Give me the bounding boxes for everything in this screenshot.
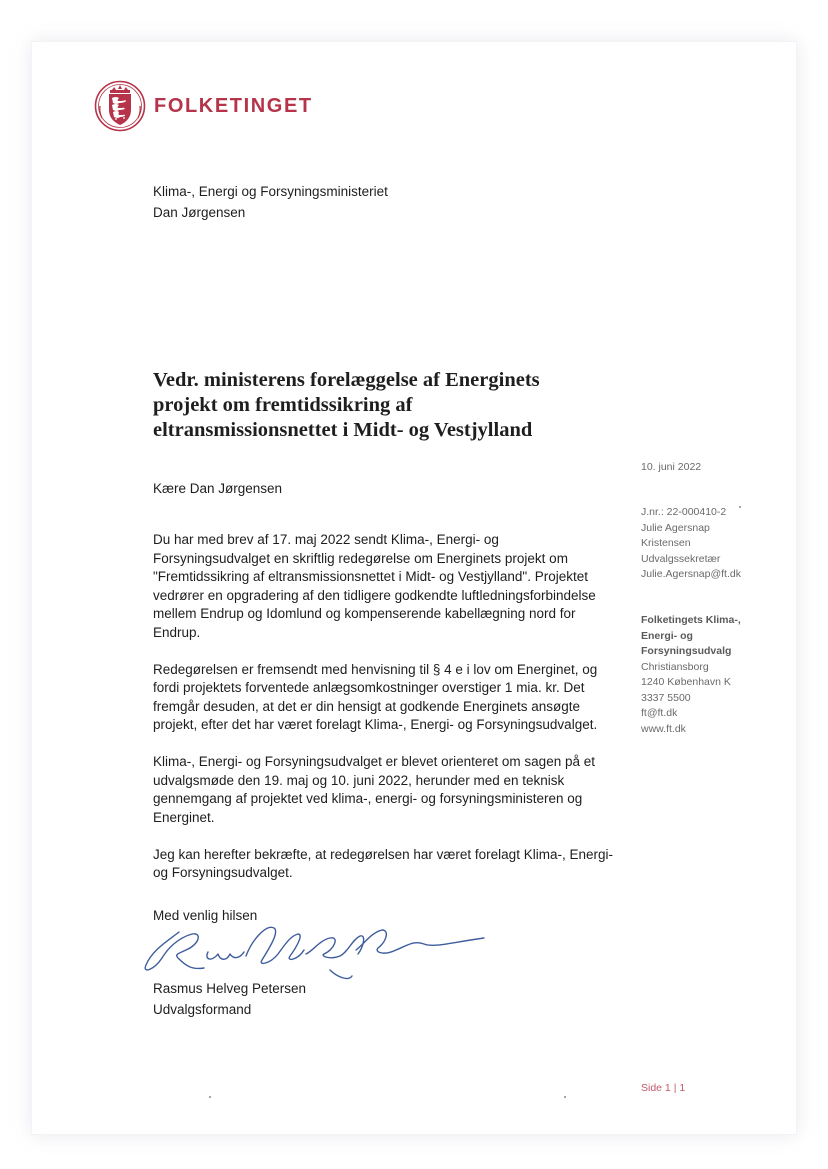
page-number: Side 1 | 1	[641, 1082, 686, 1094]
subject-line: Vedr. ministerens forelæggelse af Energinets	[153, 369, 540, 391]
org-name: Energi- og	[641, 629, 693, 642]
contact-role: Udvalgssekretær	[641, 552, 721, 565]
contact-email: Julie.Agersnap@ft.dk	[641, 568, 741, 580]
org-phone: 3337 5500	[641, 691, 691, 704]
letter-body	[153, 531, 613, 901]
sender-block	[153, 978, 306, 1020]
org-name: Forsyningsudvalg	[641, 645, 732, 657]
journal-number: J.nr.: 22-000410-2	[641, 506, 727, 518]
folketinget-logo	[94, 80, 313, 132]
org-street: Christiansborg	[641, 660, 709, 673]
salutation: Kære Dan Jørgensen	[153, 481, 283, 496]
recipient-ministry: Klima-, Energi og Forsyningsministeriet	[153, 184, 388, 199]
recipient-block	[153, 181, 388, 223]
letter-subject	[153, 368, 613, 443]
scan-speck	[564, 1096, 566, 1098]
organization-block	[641, 613, 741, 737]
coat-of-arms-icon	[94, 80, 146, 132]
body-paragraph: Jeg kan herefter bekræfte, at redegørelsen har været forelagt Klima-, Energi- og Forsyningsudvalget.	[153, 846, 613, 880]
body-paragraph: Klima-, Energi- og Forsyningsudvalget er blevet orienteret om sagen på et udvalgsmøde den 19. maj og 10. juni 2022, herunder med en teknisk gennemgang af projektet ved klima-, energi- og forsyningsministeren og Energinet.	[153, 754, 595, 825]
org-name: Folketingets Klima-,	[641, 614, 741, 626]
closing: Med venlig hilsen	[153, 908, 258, 923]
scan-speck	[739, 506, 741, 508]
org-website: www.ft.dk	[641, 722, 686, 735]
subject-line: projekt om fremtidssikring af	[153, 394, 413, 416]
scan-speck	[209, 1096, 211, 1098]
letter-date: 10. juni 2022	[641, 461, 702, 473]
sender-name: Rasmus Helveg Petersen	[153, 981, 307, 996]
subject-line: eltransmissionsnettet i Midt- og Vestjylland	[153, 419, 533, 441]
body-paragraph: Redegørelsen er fremsendt med henvisning til § 4 e i lov om Energinet, og fordi projektets forventede anlægsomkostninger overstiger 1 mia. kr. Det fremgår desuden, at det er din hensigt at godkende Energinets ansøgte projekt, efter det har været forelagt Klima-, Energi- og Forsyningsudvalget.	[153, 661, 598, 732]
recipient-name: Dan Jørgensen	[153, 205, 246, 220]
contact-name: Kristensen	[641, 537, 691, 549]
body-paragraph: Du har med brev af 17. maj 2022 sendt Klima-, Energi- og Forsyningsudvalget en skriftlig redegørelse om Energinets projekt om "Fremtidssikring af eltransmissionsnettet i Midt- og Vestjylland". Projektet vedrører en opgradering af den tidligere godkendte luftledningsforbindelse mellem Endrup og Idomlund og kompenserende kabellægning nord for Endrup.	[153, 532, 596, 640]
org-city: 1240 København K	[641, 676, 731, 688]
contact-name: Julie Agersnap	[641, 521, 710, 534]
sender-title: Udvalgsformand	[153, 1002, 252, 1017]
logo-text: FOLKETINGET	[154, 94, 313, 117]
reference-block	[641, 505, 741, 583]
org-email: ft@ft.dk	[641, 707, 678, 719]
